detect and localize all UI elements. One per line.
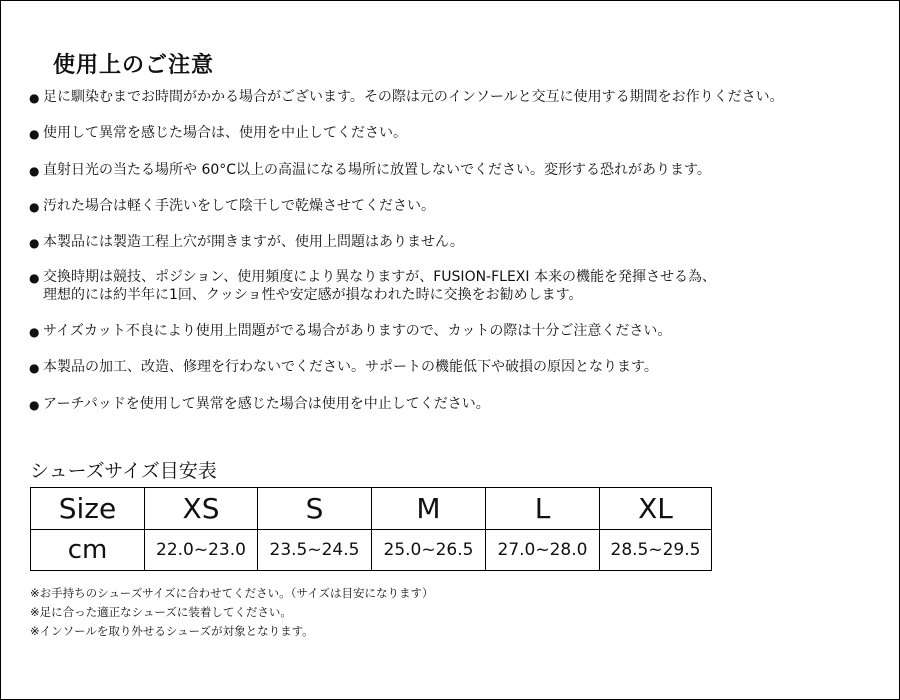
bullet-icon: ●: [29, 127, 40, 141]
caution-text: 本製品には製造工程上穴が開きますが、使用上問題はありません。: [43, 234, 464, 250]
size-header-row: [31, 488, 712, 530]
caution-text: サイズカット不良により使用上問題がでる場合がありますので、カットの際は十分ご注意ください。: [43, 323, 672, 339]
caution-item: [29, 322, 671, 340]
size-chart-table: [30, 487, 712, 571]
caution-item: [29, 197, 435, 215]
cm-range-xs: 22.0~23.0: [145, 530, 258, 571]
cm-row-label: cm: [31, 530, 145, 571]
cm-range-xl: 28.5~29.5: [600, 530, 712, 571]
bullet-icon: ●: [29, 398, 40, 412]
footnote-list: [30, 584, 434, 641]
size-xs: XS: [145, 488, 258, 530]
size-cm-row: [31, 530, 712, 571]
cm-range-m: 25.0~26.5: [372, 530, 486, 571]
size-s: S: [258, 488, 372, 530]
caution-text: 汚れた場合は軽く手洗いをして陰干しで乾燥させてください。: [43, 198, 435, 214]
size-chart-title: シューズサイズ目安表: [30, 460, 217, 482]
caution-item: [29, 161, 711, 179]
caution-text: 足に馴染むまでお時間がかかる場合がございます。その際は元のインソールと交互に使用する期間をお作りください。: [43, 89, 784, 105]
caution-item: [29, 233, 464, 251]
bullet-icon: ●: [29, 325, 40, 339]
bullet-icon: ●: [29, 200, 40, 214]
bullet-icon: ●: [29, 236, 40, 250]
size-header-label: Size: [31, 488, 145, 530]
caution-text: アーチパッドを使用して異常を感じた場合は使用を中止してください。: [43, 396, 490, 412]
caution-item: [29, 88, 784, 106]
caution-text: 交換時期は競技、ポジション、使用頻度により異なりますが、FUSION-FLEXI 本来の機能を発揮させる為、: [43, 269, 716, 285]
size-m: M: [372, 488, 486, 530]
footnote: ※インソールを取り外せるシューズが対象となります。: [30, 624, 314, 638]
caution-item: [29, 358, 658, 376]
footnote: ※足に合った適正なシューズに装着してください。: [30, 605, 292, 619]
bullet-icon: ●: [29, 271, 40, 285]
caution-text: 使用して異常を感じた場合は、使用を中止してください。: [43, 125, 407, 141]
bullet-icon: ●: [29, 164, 40, 178]
bullet-icon: ●: [29, 361, 40, 375]
page-title: 使用上のご注意: [53, 53, 215, 78]
caution-item: [29, 268, 716, 304]
bullet-icon: ●: [29, 91, 40, 105]
caution-item: [29, 395, 490, 413]
caution-item: [29, 124, 407, 142]
caution-text: 直射日光の当たる場所や 60°C以上の高温になる場所に放置しないでください。変形する恐れがあります。: [43, 162, 711, 178]
cm-range-l: 27.0~28.0: [486, 530, 600, 571]
caution-text-continued: 理想的には約半年に1回、クッショ性や安定感が損なわれた時に交換をお勧めします。: [43, 287, 583, 303]
size-l: L: [486, 488, 600, 530]
footnote: ※お手持ちのシューズサイズに合わせてください。（サイズは目安になります）: [30, 586, 434, 600]
size-xl: XL: [600, 488, 712, 530]
caution-text: 本製品の加工、改造、修理を行わないでください。サポートの機能低下や破損の原因となります。: [43, 359, 658, 375]
cm-range-s: 23.5~24.5: [258, 530, 372, 571]
